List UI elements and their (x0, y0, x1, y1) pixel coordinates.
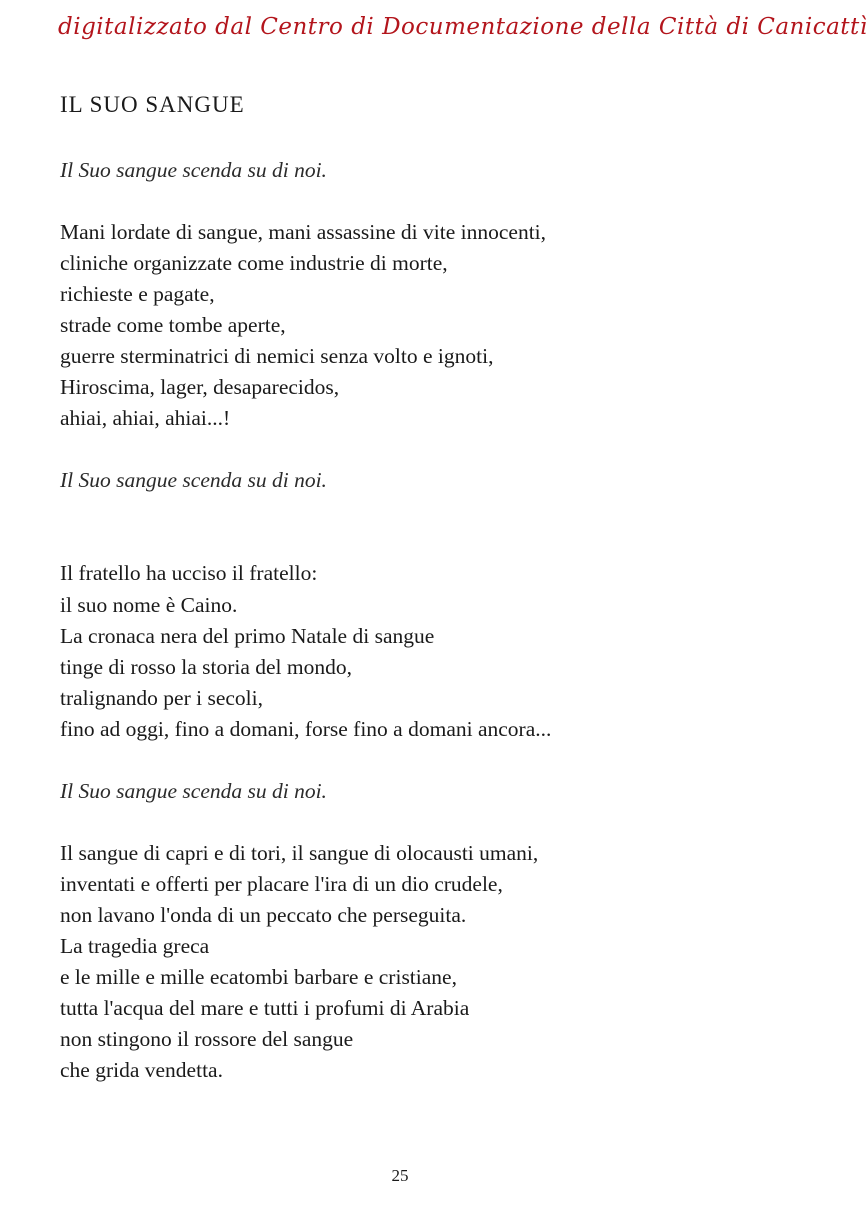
stanza2-line: tinge di rosso la storia del mondo, (60, 655, 353, 679)
stanza3-line: La tragedia greca (60, 934, 210, 958)
stanza1-line: cliniche organizzate come industrie di morte, (60, 251, 448, 275)
stanza2-line: fino ad oggi, fino a domani, forse fino a domani ancora... (60, 717, 552, 741)
stanza2-line: tralignando per i secoli, (60, 686, 263, 710)
stanza1-line: guerre sterminatrici di nemici senza volto e ignoti, (60, 344, 494, 368)
stanza3-line: tutta l'acqua del mare e tutti i profumi di Arabia (60, 996, 470, 1020)
stanza2-line: il suo nome è Caino. (60, 593, 238, 617)
stanza1-line: ahiai, ahiai, ahiai...! (60, 406, 231, 430)
stanza2-line: Il fratello ha ucciso il fratello: (60, 561, 318, 585)
stanza3-line: Il sangue di capri e di tori, il sangue di olocausti umani, (60, 841, 539, 865)
refrain-line: Il Suo sangue scenda su di noi. (60, 468, 327, 492)
stanza1-line: richieste e pagate, (60, 282, 215, 306)
stanza3-line: non lavano l'onda di un peccato che perseguita. (60, 903, 467, 927)
stanza3-line: inventati e offerti per placare l'ira di un dio crudele, (60, 872, 503, 896)
poem-title: IL SUO SANGUE (60, 92, 245, 117)
stanza1-line: Hiroscima, lager, desaparecidos, (60, 375, 340, 399)
refrain-line: Il Suo sangue scenda su di noi. (60, 158, 327, 182)
stanza1-line: strade come tombe aperte, (60, 313, 286, 337)
stanza3-line: che grida vendetta. (60, 1058, 223, 1082)
refrain-line: Il Suo sangue scenda su di noi. (60, 779, 327, 803)
stanza3-line: e le mille e mille ecatombi barbare e cristiane, (60, 965, 457, 989)
digitization-watermark: digitalizzato dal Centro di Documentazione della Città di Canicattì (58, 14, 868, 40)
stanza1-line: Mani lordate di sangue, mani assassine di vite innocenti, (60, 220, 547, 244)
stanza2-line: La cronaca nera del primo Natale di sangue (60, 624, 435, 648)
page-number: 25 (391, 1166, 409, 1185)
stanza3-line: non stingono il rossore del sangue (60, 1027, 354, 1051)
